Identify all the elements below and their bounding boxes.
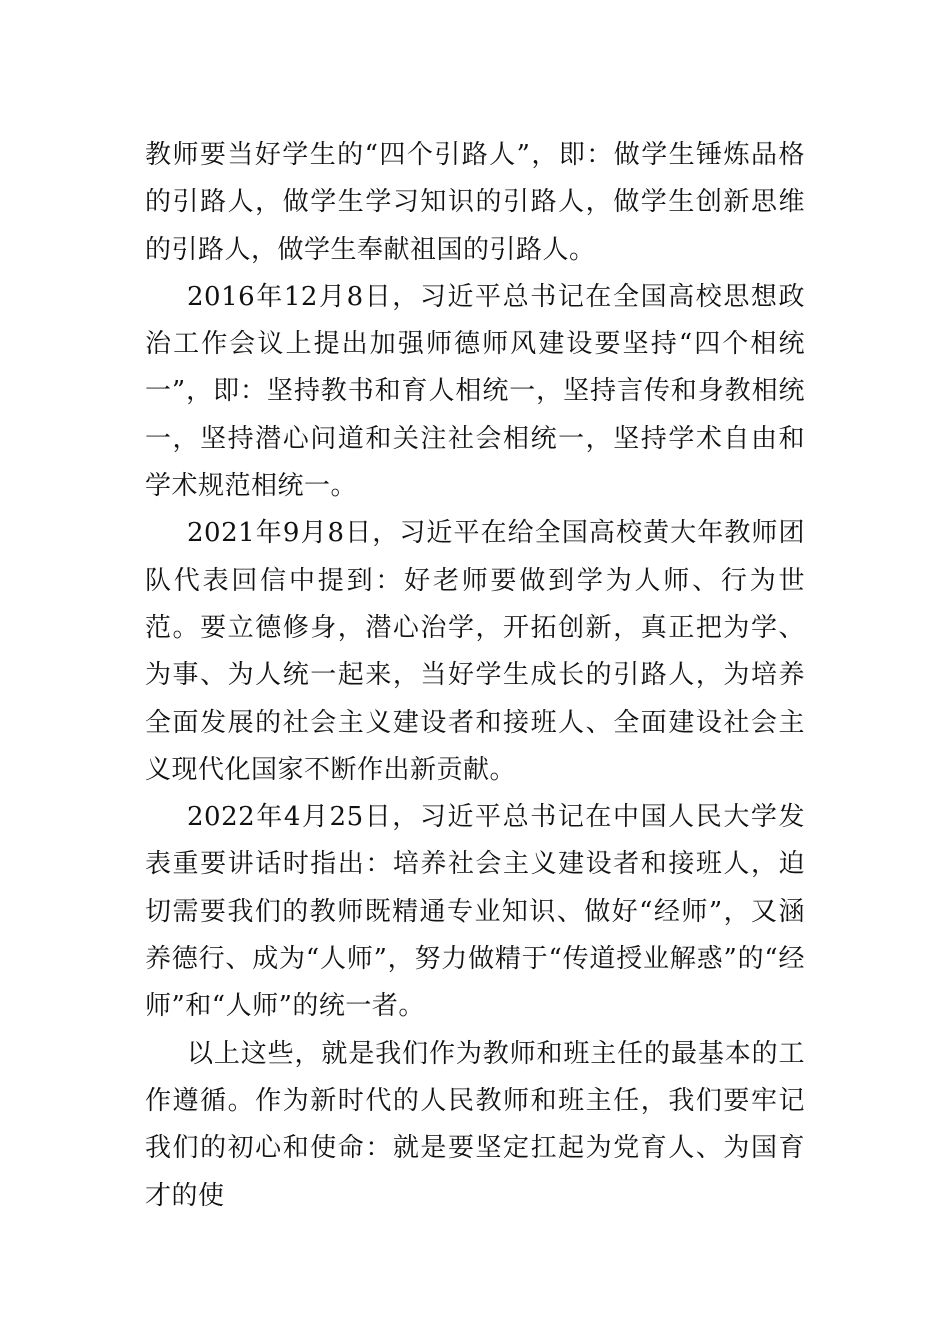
document-page: [145, 132, 805, 1220]
paragraph-four-guides: 教师要当好学生的“四个引路人”，即：做学生锤炼品格的引路人，做学生学习知识的引路人，做学生创新思维的引路人，做学生奉献祖国的引路人。: [145, 140, 805, 265]
paragraph-2016-four-unities: 2016年12月8日，习近平总书记在全国高校思想政治工作会议上提出加强师德师风建设要坚持“四个相统一”，即：坚持教书和育人相统一，坚持言传和身教相统一，坚持潜心问道和关注社会相统一，坚持学术自由和学术规范相统一。: [145, 281, 805, 502]
paragraph-2022-renmin-university: 2022年4月25日，习近平总书记在中国人民大学发表重要讲话时指出：培养社会主义建设者和接班人，迫切需要我们的教师既精通专业知识、做好“经师”，又涵养德行、成为“人师”，努力做精于“传道授业解惑”的“经师”和“人师”的统一者。: [145, 802, 805, 1022]
paragraph-2021-reply-letter: 2021年9月8日，习近平在给全国高校黄大年教师团队代表回信中提到：好老师要做到学为人师、行为世范。要立德修身，潜心治学，开拓创新，真正把为学、为事、为人统一起来，当好学生成长的引路人，为培养全面发展的社会主义建设者和接班人、全面建设社会主义现代化国家不断作出新贡献。: [145, 518, 805, 785]
paragraph-conclusion: 以上这些，就是我们作为教师和班主任的最基本的工作遵循。作为新时代的人民教师和班主任，我们要牢记我们的初心和使命：就是要坚定扛起为党育人、为国育才的使: [145, 1038, 805, 1211]
